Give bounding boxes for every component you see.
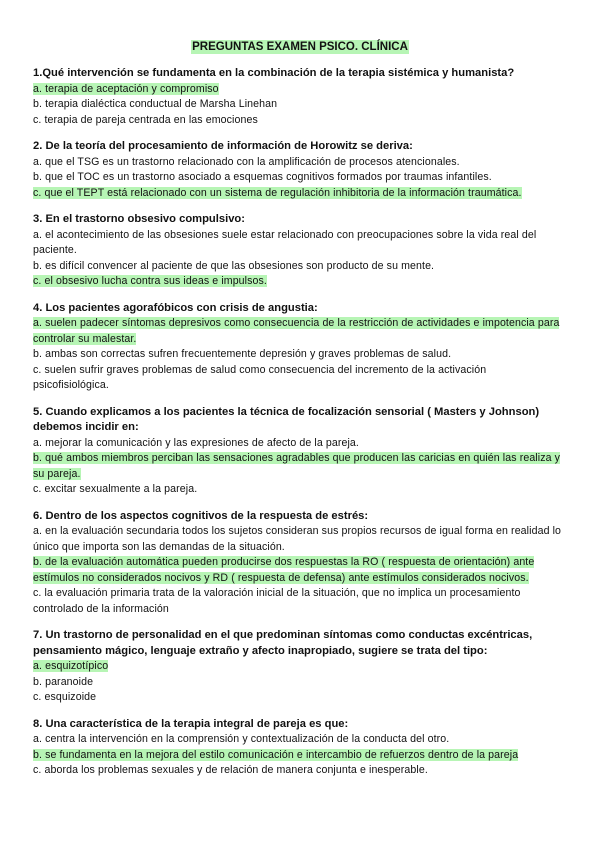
correct-answer-option bbox=[33, 748, 565, 764]
answer-option bbox=[33, 436, 565, 452]
answer-option bbox=[33, 259, 565, 275]
answer-option bbox=[33, 97, 565, 113]
answer-option bbox=[33, 690, 565, 706]
option-text: b. qué ambos miembros perciban las sensaciones agradables que producen las caricias en quién las realiza y su pareja. bbox=[33, 452, 561, 480]
question-block bbox=[33, 509, 565, 618]
answer-option bbox=[33, 732, 565, 748]
question-text: 1.Qué intervención se fundamenta en la combinación de la terapia sistémica y humanista? bbox=[33, 67, 515, 79]
option-text: a. mejorar la comunicación y las expresiones de afecto de la pareja. bbox=[33, 436, 359, 449]
question-text: 4. Los pacientes agorafóbicos con crisis de angustia: bbox=[33, 301, 318, 314]
answer-option bbox=[33, 347, 565, 363]
option-text: b. ambas son correctas sufren frecuentemente depresión y graves problemas de salud. bbox=[33, 348, 452, 360]
option-text: a. el acontecimiento de las obsesiones suele estar relacionado con preocupaciones sobre la vida real del paciente. bbox=[33, 228, 537, 256]
answer-option bbox=[33, 482, 565, 498]
question-block bbox=[33, 212, 565, 290]
document-title-container bbox=[0, 37, 600, 55]
question-block bbox=[33, 405, 565, 498]
option-text: b. terapia dialéctica conductual de Marsha Linehan bbox=[33, 98, 278, 110]
answer-option bbox=[33, 155, 565, 171]
question-block bbox=[33, 139, 565, 201]
option-text: a. que el TSG es un trastorno relacionado con la amplificación de procesos atencionales. bbox=[33, 155, 460, 168]
question-text: 3. En el trastorno obsesivo compulsivo: bbox=[33, 213, 245, 225]
question-block bbox=[33, 301, 565, 394]
answer-option bbox=[33, 524, 565, 555]
answer-option bbox=[33, 113, 565, 129]
answer-option bbox=[33, 228, 565, 259]
option-text: c. suelen sufrir graves problemas de salud como consecuencia del incremento de la activación psicofisiológica. bbox=[33, 363, 487, 391]
option-text: a. en la evaluación secundaria todos los sujetos consideran sus propios recursos de igual forma en realidad lo único que importa son las demandas de la situación. bbox=[33, 525, 562, 553]
option-text: b. es difícil convencer al paciente de que las obsesiones son producto de su mente. bbox=[33, 259, 435, 272]
option-text: b. que el TOC es un trastorno asociado a esquemas cognitivos formados por traumas infantiles. bbox=[33, 171, 492, 183]
correct-answer-option bbox=[33, 274, 565, 290]
question-text: 5. Cuando explicamos a los pacientes la técnica de focalización sensorial ( Masters y Johnson) debemos incidir en: bbox=[33, 405, 540, 433]
option-text: c. la evaluación primaria trata de la valoración inicial de la situación, que no implica un procesamiento controlado de la información bbox=[33, 587, 521, 615]
option-text: b. se fundamenta en la mejora del estilo comunicación e intercambio de refuerzos dentro de la pareja bbox=[33, 748, 519, 761]
correct-answer-option bbox=[33, 555, 565, 586]
correct-answer-option bbox=[33, 82, 565, 98]
option-text: b. de la evaluación automática pueden producirse dos respuestas la RO ( respuesta de orientación) ante estímulos no considerados nocivos y RD ( respuesta de defensa) ante estímulos considerados nocivos. bbox=[33, 556, 535, 584]
option-text: a. suelen padecer síntomas depresivos como consecuencia de la restricción de actividades e impotencia para controlar su malestar. bbox=[33, 317, 560, 345]
option-text: c. que el TEPT está relacionado con un sistema de regulación inhibitoria de la información traumática. bbox=[33, 186, 522, 199]
option-text: c. excitar sexualmente a la pareja. bbox=[33, 483, 198, 495]
option-text: c. el obsesivo lucha contra sus ideas e impulsos. bbox=[33, 275, 267, 287]
question-block bbox=[33, 717, 565, 779]
option-text: c. esquizoide bbox=[33, 691, 97, 703]
option-text: c. aborda los problemas sexuales y de relación de manera conjunta e inesperable. bbox=[33, 764, 428, 776]
correct-answer-option bbox=[33, 316, 565, 347]
question-text: 8. Una característica de la terapia integral de pareja es que: bbox=[33, 717, 349, 730]
option-text: a. esquizotípico bbox=[33, 660, 109, 672]
answer-option bbox=[33, 170, 565, 186]
correct-answer-option bbox=[33, 186, 565, 202]
question-text: 2. De la teoría del procesamiento de información de Horowitz se deriva: bbox=[33, 140, 413, 152]
answer-option bbox=[33, 675, 565, 691]
answer-option bbox=[33, 363, 565, 394]
question-text: 6. Dentro de los aspectos cognitivos de la respuesta de estrés: bbox=[33, 509, 369, 522]
answer-option bbox=[33, 586, 565, 617]
option-text: c. terapia de pareja centrada en las emociones bbox=[33, 113, 258, 126]
document-title: PREGUNTAS EXAMEN PSICO. CLÍNICA bbox=[192, 41, 408, 53]
question-block bbox=[33, 66, 565, 128]
question-text: 7. Un trastorno de personalidad en el que predominan síntomas como conductas excéntricas, pensamiento mágico, lenguaje extraño y afecto inapropiado, sugiere se trata del tipo: bbox=[33, 629, 533, 657]
correct-answer-option bbox=[33, 451, 565, 482]
option-text: a. centra la intervención en la comprensión y contextualización de la conducta del otro. bbox=[33, 733, 450, 745]
answer-option bbox=[33, 763, 565, 779]
question-block bbox=[33, 628, 565, 706]
option-text: b. paranoide bbox=[33, 675, 94, 688]
correct-answer-option bbox=[33, 659, 565, 675]
option-text: a. terapia de aceptación y compromiso bbox=[33, 82, 219, 95]
question-list bbox=[33, 66, 565, 790]
